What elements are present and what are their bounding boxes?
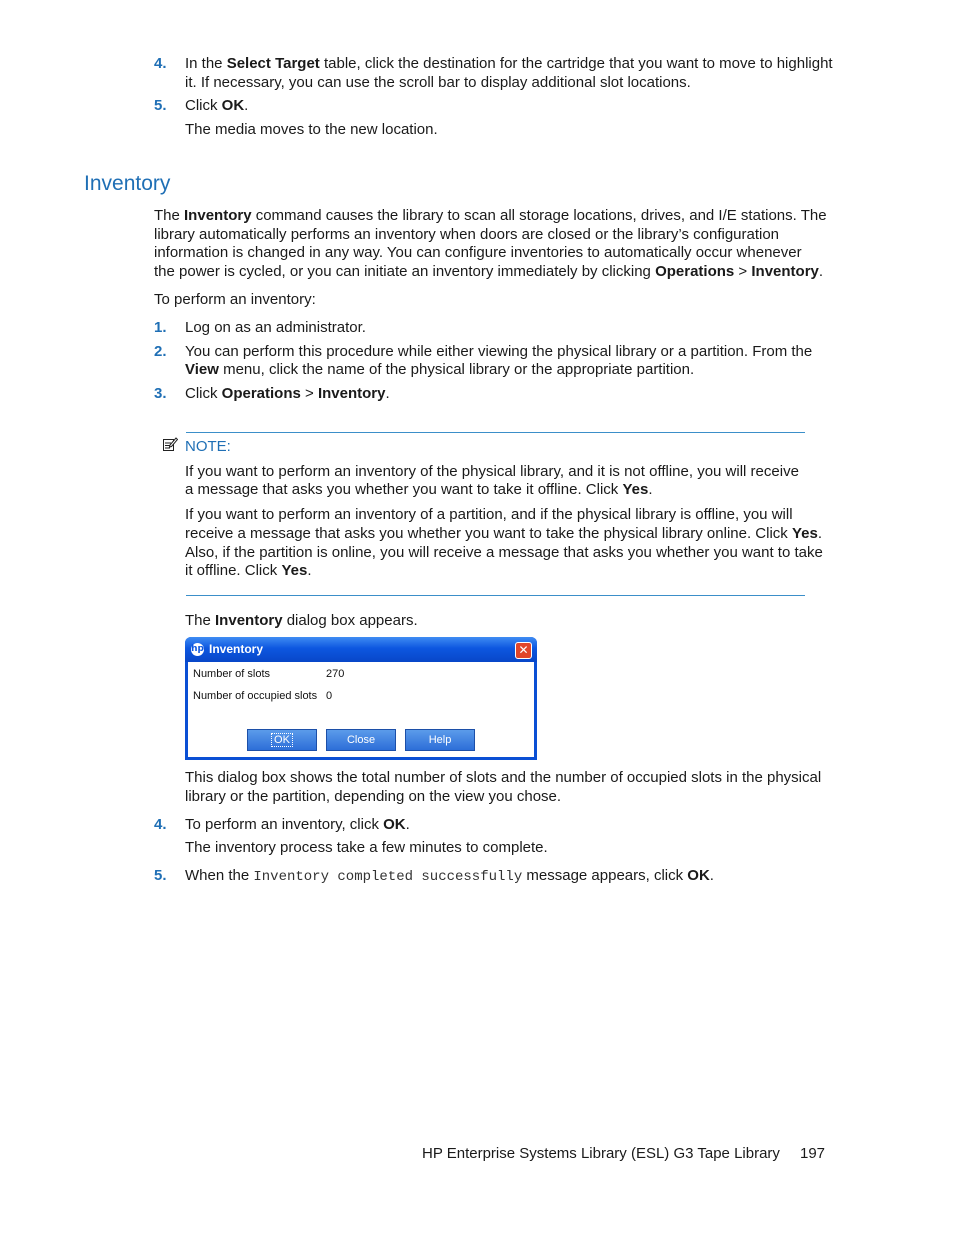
- page-number: 197: [800, 1145, 826, 1162]
- text-run: table, click the destination for the cartridge that you want to move to highlight: [319, 55, 833, 72]
- bold-term: Inventory: [215, 612, 283, 629]
- text-run: .: [817, 525, 823, 542]
- text-run: it offline. Click: [185, 562, 282, 579]
- step-number: 5.: [154, 97, 167, 114]
- note-top-rule: [186, 432, 805, 433]
- text-run: Log on as an administrator.: [185, 319, 366, 336]
- step-text-line: [185, 866, 714, 887]
- text-run: >: [300, 385, 318, 402]
- text-run: Click: [185, 385, 222, 402]
- bold-term: OK: [221, 97, 245, 114]
- text-run: dialog box appears.: [282, 612, 418, 629]
- text-run: This dialog box shows the total number of slots and the number of occupied slots in the physical: [185, 769, 822, 786]
- help-button[interactable]: Help: [405, 729, 475, 751]
- text-run: .: [648, 481, 653, 498]
- bold-term: Inventory: [317, 385, 386, 402]
- step-number: 3.: [154, 385, 167, 402]
- text-run: .: [244, 97, 249, 114]
- bold-term: View: [185, 361, 219, 378]
- step-number: 2.: [154, 343, 167, 360]
- bold-term: Inventory: [751, 263, 819, 280]
- text-run: menu, click the name of the physical library or the appropriate partition.: [218, 361, 695, 378]
- bold-term: Inventory: [184, 207, 252, 224]
- intro-line: [154, 243, 802, 262]
- step-text-line: [185, 54, 833, 73]
- step-result: The inventory process take a few minutes to complete.: [185, 839, 548, 856]
- bold-term: Yes: [281, 562, 308, 579]
- text-run: message appears, click: [522, 867, 688, 884]
- bold-term: Yes: [791, 525, 818, 542]
- text-run: .: [818, 263, 824, 280]
- note-line: [185, 561, 311, 580]
- note-line: [185, 543, 823, 562]
- step-text-line: [185, 815, 410, 834]
- dialog-desc-line: [185, 787, 561, 806]
- bold-term: Select Target: [226, 55, 320, 72]
- bold-term: OK: [687, 867, 710, 884]
- occupied-slots-value: 0: [326, 690, 333, 702]
- step-number: 4.: [154, 816, 167, 833]
- text-run: You can perform this procedure while either viewing the physical library or a partition. From the: [185, 343, 813, 360]
- hp-logo-icon: hp: [191, 644, 204, 654]
- text-run: When the: [185, 867, 254, 884]
- text-run: The: [185, 612, 216, 629]
- to-perform-text: To perform an inventory:: [154, 291, 316, 308]
- text-run: The: [154, 207, 185, 224]
- step-result: The media moves to the new location.: [185, 121, 438, 138]
- dialog-intro: [185, 611, 418, 630]
- step-number: 4.: [154, 55, 167, 72]
- bold-term: Operations: [655, 263, 735, 280]
- bold-term: Operations: [221, 385, 301, 402]
- text-run: a message that asks you whether you want to take it offline. Click: [185, 481, 623, 498]
- dialog-title: Inventory: [209, 642, 264, 656]
- note-bottom-rule: [186, 595, 805, 596]
- text-run: .: [307, 562, 312, 579]
- ok-button-label: OK: [271, 733, 293, 747]
- text-run: >: [734, 263, 752, 280]
- intro-line: [154, 225, 779, 244]
- text-run: To perform an inventory, click: [185, 816, 384, 833]
- note-label: NOTE:: [185, 438, 231, 455]
- step-text-line: [185, 318, 366, 337]
- text-run: Click: [185, 97, 222, 114]
- step-number: 1.: [154, 319, 167, 336]
- section-heading: Inventory: [84, 172, 171, 195]
- dialog-desc-line: [185, 768, 821, 787]
- intro-line: [154, 262, 823, 281]
- note-line: [185, 524, 822, 543]
- occupied-slots-label: Number of occupied slots: [193, 690, 318, 702]
- text-run: .: [709, 867, 714, 884]
- slots-label: Number of slots: [193, 668, 271, 680]
- step-text-line: [185, 342, 812, 361]
- note-line: [185, 480, 653, 499]
- text-run: receive a message that asks you whether you want to take the physical library online. Click: [185, 525, 792, 542]
- close-button[interactable]: Close: [326, 729, 396, 751]
- step-text-line: [185, 73, 691, 92]
- inventory-dialog: [185, 637, 537, 760]
- close-icon[interactable]: ✕: [515, 642, 532, 659]
- text-run: .: [405, 816, 410, 833]
- step-number: 5.: [154, 867, 167, 884]
- note-line: [185, 505, 793, 524]
- slots-value: 270: [326, 668, 345, 680]
- note-icon: [162, 436, 178, 452]
- bold-term: Yes: [622, 481, 649, 498]
- note-line: [185, 462, 799, 481]
- text-run: If you want to perform an inventory of the physical library, and it is not offline, you will receive: [185, 463, 799, 480]
- text-run: If you want to perform an inventory of a partition, and if the physical library is offline, you will: [185, 506, 793, 523]
- text-run: command causes the library to scan all storage locations, drives, and I/E stations. The: [251, 207, 827, 224]
- step-text-line: [185, 384, 390, 403]
- text-run: Also, if the partition is online, you will receive a message that asks you whether you want to take: [185, 544, 823, 561]
- text-run: .: [385, 385, 390, 402]
- footer-title: HP Enterprise Systems Library (ESL) G3 Tape Library: [422, 1145, 780, 1162]
- step-text-line: [185, 360, 694, 379]
- dialog-title-bar: [185, 637, 537, 662]
- intro-line: [154, 206, 827, 225]
- text-run: information is changed in any way. You can configure inventories to automatically occur whenever: [154, 244, 802, 261]
- step-text-line: [185, 96, 248, 115]
- text-run: library or the partition, depending on the view you chose.: [185, 788, 562, 805]
- code-text: Inventory completed successfully: [253, 869, 523, 885]
- bold-term: OK: [383, 816, 406, 833]
- text-run: it. If necessary, you can use the scroll bar to display additional slot locations.: [185, 74, 691, 91]
- text-run: the power is cycled, or you can initiate an inventory immediately by clicking: [154, 263, 656, 280]
- text-run: In the: [185, 55, 227, 72]
- ok-button[interactable]: [247, 729, 317, 751]
- text-run: library automatically performs an inventory when doors are closed or the library’s configuration: [154, 226, 780, 243]
